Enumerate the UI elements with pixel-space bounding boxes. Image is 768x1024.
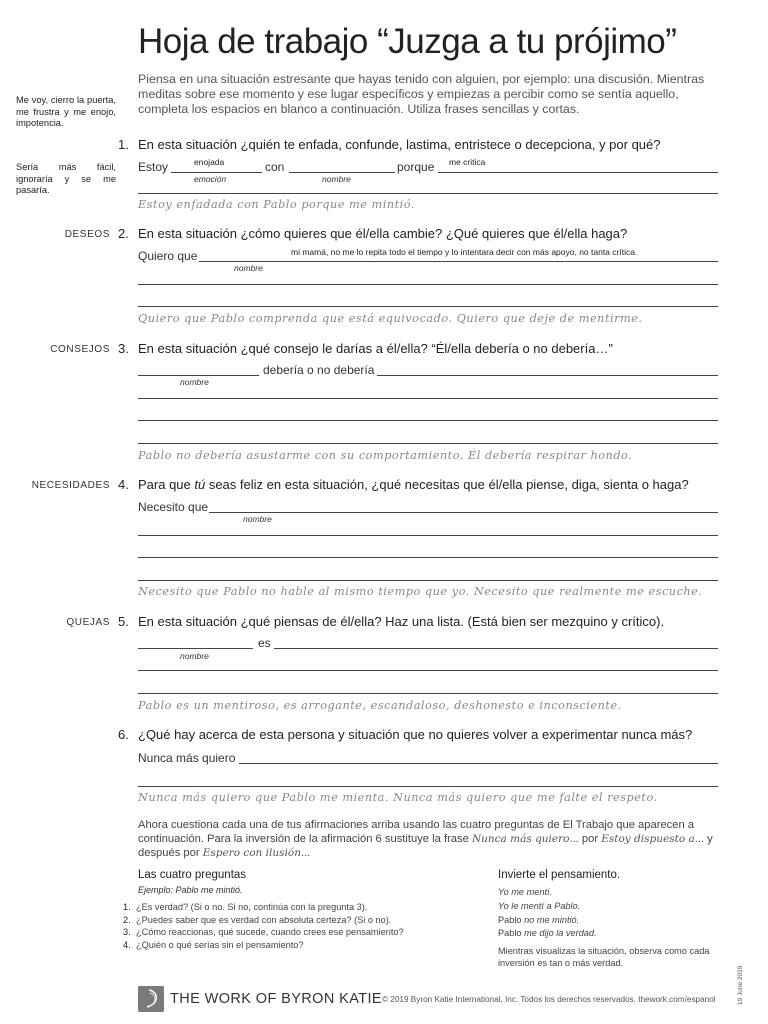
question-1 <box>118 137 661 152</box>
instructions-part: ... <box>300 847 311 859</box>
list-number: 3. <box>123 927 131 937</box>
question-text-emphasis: tú <box>194 477 206 492</box>
side-label-deseos: DESEOS <box>64 229 110 240</box>
example-answer-5: Pablo es un mentiroso, es arrogante, escandaloso, deshonesto e inconsciente. <box>138 699 622 712</box>
turnaround-part: Pablo. <box>554 900 581 911</box>
turnaround-part: Yo le mentí a <box>498 900 555 911</box>
question-number: 6. <box>118 727 129 742</box>
turnaround-line <box>498 927 597 941</box>
answer-line[interactable] <box>377 375 718 376</box>
turnaround-note: Mientras visualizas la situación, observa como cada inversión es tan o más verdad. <box>498 946 710 968</box>
list-item <box>123 901 404 914</box>
turnaround-heading: Invierte el pensamiento. <box>498 869 621 881</box>
four-questions-list <box>123 901 404 951</box>
turnaround-part: Yo me mentí. <box>498 887 553 897</box>
question-4 <box>118 477 689 492</box>
answer-line[interactable] <box>138 443 718 444</box>
prompt-deberia: debería o no debería <box>263 363 375 377</box>
four-questions-heading: Las cuatro preguntas <box>138 869 247 881</box>
side-label-quejas: QUEJAS <box>66 617 110 628</box>
turnaround-list <box>498 886 597 941</box>
list-text: ¿Quién o qué serías sin el pensamiento? <box>136 939 304 950</box>
hint-emocion: emoción <box>194 174 227 184</box>
question-number: 4. <box>118 477 129 492</box>
turnaround-line <box>498 914 597 928</box>
hint-nombre: nombre <box>234 263 263 273</box>
answer-line[interactable] <box>199 261 718 262</box>
question-text: En esta situación ¿qué consejo le darías a él/ella? “Él/ella debería o no debería…” <box>138 341 613 356</box>
four-questions-example: Ejemplo: Pablo me mintió. <box>138 885 243 895</box>
answer-line[interactable] <box>138 193 718 194</box>
side-note-1: Me voy, cierro la puerta, me frustra y me enojo, impotencia. <box>16 95 116 128</box>
question-text-a: Para que <box>138 477 195 492</box>
list-item <box>123 939 404 952</box>
turnaround-part: me dijo la verdad. <box>524 928 597 939</box>
instructions-emphasis: Nunca más quiero <box>471 833 570 845</box>
list-number: 1. <box>123 902 131 912</box>
example-answer-4: Necesito que Pablo no hable al mismo tiempo que yo. Necesito que realmente me escuche. <box>138 585 703 598</box>
turnaround-line <box>498 886 597 900</box>
list-text: ¿Es verdad? (Si o no. Si no, continúa con la pregunta 3). <box>136 902 368 912</box>
prompt-con: con <box>265 160 285 174</box>
question-3 <box>118 341 613 356</box>
instructions-text <box>138 818 728 860</box>
answer-line[interactable] <box>138 670 718 671</box>
side-note-2: Sería más fácil, ignoraría y se me pasaría. <box>16 162 116 195</box>
answer-line[interactable] <box>274 648 718 649</box>
side-label-necesidades: NECESIDADES <box>31 480 110 491</box>
turnaround-part: Pablo <box>498 914 525 925</box>
question-number: 1. <box>118 137 129 152</box>
list-item <box>123 926 404 939</box>
hint-nombre: nombre <box>180 377 209 387</box>
page-title: Hoja de trabajo “Juzga a tu prójimo” <box>138 22 677 61</box>
answer-line[interactable] <box>138 398 718 399</box>
answer-emotion: enojada <box>194 157 225 167</box>
blank-name[interactable] <box>289 172 395 173</box>
answer-line[interactable] <box>138 306 718 307</box>
instructions-part: Ahora cuestiona cada una de tus afirmaciones arriba usando las cuatro preguntas de El Trabajo que aparecen a continuación. Para la inversión de la afirmación 6 sustituye la frase <box>138 819 695 845</box>
question-text-b: seas feliz en esta situación, ¿qué necesitas que él/ella piense, diga, sienta o haga? <box>205 477 689 492</box>
blank-name[interactable] <box>138 375 259 376</box>
answer-line[interactable] <box>138 786 718 787</box>
answer-line[interactable] <box>138 535 718 536</box>
answer-line[interactable] <box>138 580 718 581</box>
answer-text-2: mi mamá, no me lo repita todo el tiempo y lo intentara decir con más apoyo, no tanta crítica. <box>291 247 638 257</box>
instructions-part: ... por <box>569 833 602 845</box>
prompt-estoy: Estoy <box>138 160 169 174</box>
example-answer-6: Nunca más quiero que Pablo me mienta. Nunca más quiero que me falte el respeto. <box>138 791 658 804</box>
copyright: © 2019 Byron Katie International, Inc. Todos los derechos reservados. thework.com/espanol <box>382 995 716 1004</box>
question-number: 3. <box>118 341 129 356</box>
list-number: 2. <box>123 914 131 925</box>
answer-line[interactable] <box>138 284 718 285</box>
question-2 <box>118 226 627 241</box>
answer-line[interactable] <box>239 763 718 764</box>
answer-line[interactable] <box>209 512 718 513</box>
prompt-necesito-que: Necesito que <box>138 500 209 514</box>
answer-line[interactable] <box>138 557 718 558</box>
blank-emotion[interactable] <box>171 172 262 173</box>
list-text: ¿Puedes saber que es verdad con absoluta certeza? (Si o no). <box>136 914 392 925</box>
instructions-emphasis: Estoy dispuesto a <box>601 833 695 845</box>
list-item <box>123 914 404 927</box>
list-number: 4. <box>123 939 131 950</box>
list-text: ¿Cómo reaccionas, qué sucede, cuando crees ese pensamiento? <box>136 927 404 937</box>
prompt-es: es <box>258 636 271 650</box>
prompt-nunca-mas: Nunca más quiero <box>138 751 236 765</box>
blank-name[interactable] <box>138 648 253 649</box>
blank-reason[interactable] <box>438 172 718 173</box>
side-label-consejos: CONSEJOS <box>50 344 110 355</box>
example-answer-1: Estoy enfadada con Pablo porque me mintió. <box>138 198 415 211</box>
brand-name: THE WORK OF BYRON KATIE <box>170 991 382 1007</box>
answer-reason: me critica <box>449 157 486 167</box>
answer-line[interactable] <box>138 693 718 694</box>
turnaround-line <box>498 900 597 914</box>
turnaround-part: no me mintió. <box>524 914 580 925</box>
turnaround-part: Pablo <box>498 928 525 939</box>
question-5 <box>118 614 664 629</box>
example-answer-2: Quiero que Pablo comprenda que está equivocado. Quiero que deje de mentirme. <box>138 312 643 325</box>
answer-line[interactable] <box>138 420 718 421</box>
question-text: En esta situación ¿quién te enfada, confunde, lastima, entristece o decepciona, y por qué? <box>138 137 661 152</box>
question-number: 2. <box>118 226 129 241</box>
question-number: 5. <box>118 614 129 629</box>
intro-text: Piensa en una situación estresante que hayas tenido con alguien, por ejemplo: una discusión. Mientras meditas sobre ese momento y ese lugar específicos y empiezas a percibir como se sentía aquello, completa los espacios en blanco a continuación. Utiliza frases sencillas y cortas. <box>138 72 705 116</box>
hint-nombre: nombre <box>180 651 209 661</box>
prompt-quiero-que: Quiero que <box>138 249 198 263</box>
hint-nombre: nombre <box>243 514 272 524</box>
instructions-part: ... y después por <box>138 833 713 859</box>
question-text: En esta situación ¿cómo quieres que él/ella cambie? ¿Qué quieres que él/ella haga? <box>138 226 628 241</box>
question-6 <box>118 727 692 742</box>
instructions-emphasis: Espero con ilusión <box>202 847 301 859</box>
question-text: En esta situación ¿qué piensas de él/ella? Haz una lista. (Está bien ser mezquino y crítico). <box>138 614 665 629</box>
byron-katie-logo-icon <box>138 986 164 1012</box>
revision-date: 19 June 2019 <box>737 965 744 1005</box>
hint-nombre: nombre <box>322 174 351 184</box>
question-text: ¿Qué hay acerca de esta persona y situación que no quieres volver a experimentar nunca más? <box>138 727 693 742</box>
example-answer-3: Pablo no debería asustarme con su comportamiento. Él debería respirar hondo. <box>138 449 633 462</box>
prompt-porque: porque <box>397 160 435 174</box>
